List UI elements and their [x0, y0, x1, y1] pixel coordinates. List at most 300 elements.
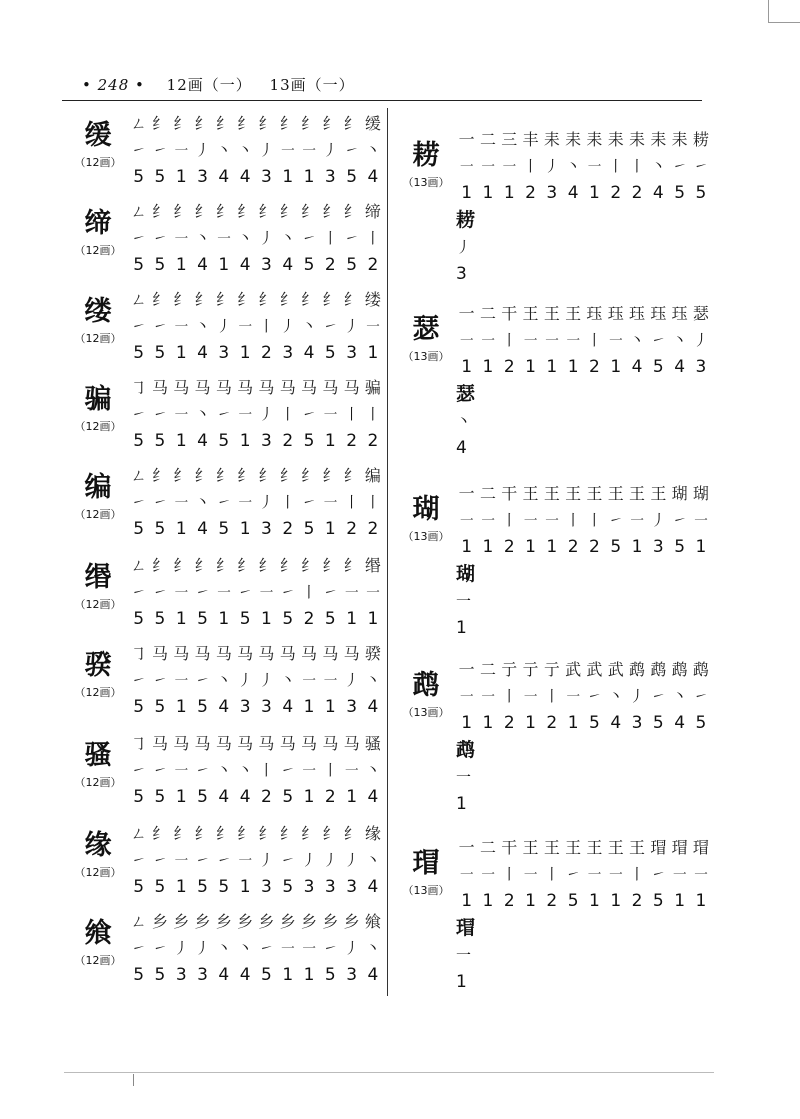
stroke-shape: 丿 — [258, 141, 274, 159]
stroke-count: （12画） — [74, 598, 122, 611]
stroke-number: 2 — [610, 183, 622, 203]
stroke-number: 5 — [303, 431, 315, 451]
stroke-shape: ㇀ — [152, 317, 168, 335]
progression-glyph: 乡 — [215, 912, 232, 931]
stroke-number: 5 — [133, 167, 145, 187]
progression-glyph: 纟 — [322, 114, 339, 133]
stroke-number: 1 — [175, 255, 187, 275]
stroke-shape: ㇐ — [480, 511, 496, 529]
stroke-number: 1 — [324, 431, 336, 451]
stroke-shape: ㇀ — [131, 583, 147, 601]
stroke-shape: ㇀ — [586, 687, 602, 705]
progression-glyph: 马 — [258, 734, 275, 753]
stroke-number: 5 — [282, 877, 294, 897]
header-rule — [62, 100, 702, 101]
progression-glyph-row — [128, 640, 384, 667]
stroke-shape: 丶 — [672, 687, 688, 705]
entry-character: 缓 — [84, 120, 112, 151]
progression-glyph: 纟 — [151, 824, 168, 843]
progression-glyph: 纟 — [215, 290, 232, 309]
stroke-number: 1 — [525, 713, 536, 733]
stroke-shape: ㇀ — [131, 671, 147, 689]
progression-glyph: 耒 — [629, 130, 646, 149]
progression-glyph-row — [128, 730, 384, 757]
stroke-number: 4 — [674, 357, 686, 377]
stroke-number: 3 — [324, 877, 336, 897]
stroke-shape: ㇀ — [344, 229, 360, 247]
stroke-number: 1 — [239, 343, 251, 363]
progression-glyph: 纟 — [194, 466, 211, 485]
progression-glyph: 纟 — [215, 556, 232, 575]
stroke-shape: 丶 — [629, 331, 645, 349]
progression-glyph: 亍 — [522, 660, 539, 679]
stroke-shape-row — [456, 153, 712, 180]
stroke-number: 5 — [218, 431, 230, 451]
progression-glyph: 纟 — [151, 114, 168, 133]
stroke-shape: ㇐ — [173, 851, 189, 869]
entry-head — [70, 120, 126, 170]
stroke-shape: 丶 — [237, 761, 253, 779]
progression-glyph: 二 — [479, 660, 496, 679]
stroke-shape: 丶 — [216, 939, 232, 957]
progression-glyph: ㄥ — [130, 466, 147, 485]
progression-glyph: 亍 — [501, 660, 518, 679]
stroke-number: 2 — [324, 787, 336, 807]
stroke-shape: ㇐ — [280, 939, 296, 957]
progression-glyph: 纟 — [151, 556, 168, 575]
stroke-shape: ㇀ — [152, 141, 168, 159]
stroke-number: 5 — [652, 713, 664, 733]
progression-glyph: 二 — [479, 484, 496, 503]
progression-glyph: 编 — [364, 466, 381, 485]
stroke-shape: 丨 — [544, 687, 560, 705]
progression-glyph: 王 — [650, 484, 667, 503]
stroke-number: 1 — [175, 519, 187, 539]
progression-glyph: 王 — [543, 484, 560, 503]
progression-glyph: 马 — [301, 734, 318, 753]
progression-glyph: 一 — [458, 130, 475, 149]
progression-glyph: 纟 — [194, 824, 211, 843]
stroke-rows — [128, 286, 384, 367]
progression-glyph: 纟 — [343, 114, 360, 133]
entry-head — [398, 494, 454, 544]
progression-glyph: 纟 — [279, 556, 296, 575]
stroke-shape: 丶 — [216, 671, 232, 689]
stroke-number: 1 — [282, 167, 294, 187]
progression-glyph: 马 — [322, 734, 339, 753]
stroke-shape: ㇀ — [280, 583, 296, 601]
progression-glyph: 纟 — [343, 290, 360, 309]
stroke-number: 3 — [695, 357, 707, 377]
progression-glyph: 乡 — [151, 912, 168, 931]
progression-glyph: 纟 — [343, 556, 360, 575]
progression-glyph: 二 — [479, 838, 496, 857]
stroke-count: （12画） — [74, 866, 122, 879]
stroke-shape: 丿 — [629, 687, 645, 705]
progression-glyph: 骚 — [364, 734, 381, 753]
progression-glyph: 骗 — [364, 378, 381, 397]
progression-glyph: 纟 — [343, 824, 360, 843]
stroke-shape: 丨 — [322, 761, 338, 779]
progression-glyph: 马 — [343, 734, 360, 753]
stroke-shape: ㇐ — [544, 511, 560, 529]
stroke-shape: ㇀ — [672, 511, 688, 529]
stroke-shape: ㇐ — [322, 405, 338, 423]
progression-glyph: 纟 — [279, 466, 296, 485]
stroke-shape: ㇀ — [216, 493, 232, 511]
entry-character: 骗 — [84, 384, 112, 415]
stroke-shape: 丶 — [365, 851, 381, 869]
stroke-number: 4 — [367, 877, 379, 897]
stroke-number: 3 — [546, 183, 558, 203]
stroke-number: 3 — [175, 965, 187, 985]
stroke-number: 3 — [303, 877, 315, 897]
progression-glyph: 纟 — [194, 290, 211, 309]
progression-glyph: 马 — [151, 644, 168, 663]
stroke-number: 5 — [133, 609, 145, 629]
stroke-number: 1 — [175, 697, 187, 717]
stroke-shape: 丨 — [258, 761, 274, 779]
stroke-number: 2 — [546, 713, 558, 733]
progression-glyph: 王 — [522, 484, 539, 503]
progression-glyph: 珏 — [650, 304, 667, 323]
stroke-number: 2 — [503, 713, 515, 733]
stroke-shape: 丶 — [195, 405, 211, 423]
stroke-shape: ㇐ — [608, 865, 624, 883]
stroke-count: （13画） — [402, 176, 450, 189]
stroke-number: 1 — [546, 357, 558, 377]
progression-glyph: ㄥ — [130, 824, 147, 843]
stroke-number: 1 — [175, 609, 187, 629]
stroke-number: 3 — [261, 255, 272, 275]
progression-glyph: 马 — [194, 378, 211, 397]
stroke-number-row — [128, 962, 384, 989]
progression-glyph: 王 — [586, 484, 603, 503]
stroke-rows — [456, 834, 712, 996]
stroke-shape: ㇐ — [523, 511, 539, 529]
progression-glyph: 耢 — [692, 130, 709, 149]
progression-glyph: 乡 — [322, 912, 339, 931]
stroke-number: 5 — [239, 609, 251, 629]
section-label: 13画（一） — [269, 76, 355, 94]
progression-glyph: 骙 — [364, 644, 381, 663]
stroke-count: （12画） — [74, 954, 122, 967]
stroke-shape: ㇀ — [131, 493, 147, 511]
stroke-number: 2 — [546, 891, 558, 911]
progression-glyph: 纟 — [322, 466, 339, 485]
stroke-number: 3 — [197, 167, 208, 187]
stroke-shape-row — [128, 935, 384, 962]
stroke-shape: 丿 — [258, 671, 274, 689]
progression-glyph: 二 — [479, 130, 496, 149]
stroke-number: 2 — [525, 183, 536, 203]
stroke-number: 1 — [631, 537, 643, 557]
stroke-shape: 丶 — [216, 141, 232, 159]
stroke-shape: 丶 — [365, 141, 381, 159]
stroke-shape: ㇀ — [650, 687, 666, 705]
progression-glyph-row — [128, 820, 384, 847]
stroke-shape: 丿 — [258, 229, 274, 247]
stroke-rows — [128, 462, 384, 543]
stroke-number: 2 — [346, 519, 358, 539]
stroke-shape: ㇀ — [650, 331, 666, 349]
stroke-number: 2 — [589, 357, 600, 377]
entry-character: 缗 — [84, 562, 112, 593]
progression-glyph: ㄥ — [130, 202, 147, 221]
stroke-shape: ㇐ — [216, 583, 232, 601]
entry-character: 耢 — [412, 140, 440, 171]
progression-glyph: 缘 — [364, 824, 381, 843]
progression-glyph: 纟 — [301, 556, 318, 575]
stroke-number-row — [456, 710, 712, 737]
continuation-char: 耢 — [456, 209, 476, 231]
progression-glyph: 马 — [237, 378, 254, 397]
stroke-shape: 丿 — [237, 671, 253, 689]
stroke-shape: 丶 — [672, 331, 688, 349]
progression-glyph: 马 — [215, 644, 232, 663]
progression-glyph: 武 — [607, 660, 624, 679]
footer-rule — [64, 1072, 714, 1073]
stroke-shape: ㇀ — [131, 405, 147, 423]
stroke-number: 2 — [503, 891, 515, 911]
progression-glyph: 珏 — [607, 304, 624, 323]
stroke-number: 5 — [567, 891, 579, 911]
stroke-number: 3 — [346, 877, 358, 897]
progression-glyph: 马 — [194, 734, 211, 753]
stroke-shape: 丨 — [301, 583, 317, 601]
stroke-shape: 丶 — [237, 939, 253, 957]
progression-glyph: 纟 — [258, 202, 275, 221]
stroke-count: （12画） — [74, 420, 122, 433]
stroke-number: 4 — [218, 787, 230, 807]
progression-glyph: 马 — [173, 734, 190, 753]
progression-glyph: ㄥ — [130, 912, 147, 931]
progression-glyph: 鹉 — [692, 660, 709, 679]
stroke-shape: 丶 — [365, 671, 381, 689]
continuation-stroke: 一 — [456, 946, 472, 964]
stroke-shape: ㇐ — [459, 157, 475, 175]
entry-head — [398, 670, 454, 720]
stroke-count: （13画） — [402, 350, 450, 363]
footer-tick — [133, 1074, 134, 1086]
progression-glyph: 缕 — [364, 290, 381, 309]
stroke-number: 1 — [589, 183, 600, 203]
stroke-shape: 丿 — [650, 511, 666, 529]
stroke-number: 5 — [133, 431, 145, 451]
stroke-shape: 丨 — [501, 687, 517, 705]
progression-glyph: 一 — [458, 838, 475, 857]
stroke-number: 4 — [197, 255, 208, 275]
stroke-number: 2 — [631, 891, 643, 911]
stroke-number: 5 — [133, 965, 145, 985]
progression-glyph: 纟 — [215, 114, 232, 133]
progression-glyph: 干 — [501, 304, 518, 323]
progression-glyph: 王 — [629, 484, 646, 503]
stroke-shape: 丿 — [280, 317, 296, 335]
entry-character: 鹉 — [412, 670, 440, 701]
progression-glyph: 马 — [173, 378, 190, 397]
stroke-shape: ㇐ — [565, 687, 581, 705]
stroke-shape: ㇀ — [131, 851, 147, 869]
stroke-shape: 丶 — [195, 493, 211, 511]
entry-character: 骚 — [84, 740, 112, 771]
stroke-number: 1 — [461, 891, 473, 911]
stroke-number: 3 — [652, 537, 664, 557]
stroke-shape: ㇀ — [131, 141, 147, 159]
stroke-number-row — [128, 694, 384, 721]
stroke-number: 1 — [461, 183, 473, 203]
stroke-shape-row — [456, 861, 712, 888]
continuation-number: 1 — [456, 972, 467, 992]
stroke-shape: ㇐ — [173, 761, 189, 779]
stroke-number: 2 — [631, 183, 643, 203]
stroke-shape: ㇀ — [152, 671, 168, 689]
stroke-number: 5 — [154, 965, 166, 985]
stroke-number: 3 — [218, 343, 230, 363]
stroke-number: 3 — [261, 697, 272, 717]
stroke-shape: ㇀ — [195, 851, 211, 869]
progression-glyph: 王 — [543, 838, 560, 857]
stroke-shape: ㇐ — [301, 939, 317, 957]
stroke-number: 4 — [218, 965, 230, 985]
stroke-number: 1 — [303, 697, 315, 717]
progression-glyph: 纟 — [194, 556, 211, 575]
stroke-shape: ㇐ — [280, 141, 296, 159]
progression-glyph: ㄥ — [130, 556, 147, 575]
stroke-number: 3 — [239, 697, 251, 717]
progression-glyph: 乡 — [343, 912, 360, 931]
stroke-number: 4 — [367, 697, 379, 717]
progression-glyph: 纟 — [173, 202, 190, 221]
progression-glyph: 耒 — [607, 130, 624, 149]
progression-glyph: 纟 — [215, 824, 232, 843]
stroke-shape: ㇐ — [459, 511, 475, 529]
progression-glyph: 纟 — [322, 556, 339, 575]
progression-glyph: 马 — [151, 734, 168, 753]
stroke-shape: ㇐ — [258, 583, 274, 601]
stroke-number: 4 — [303, 343, 315, 363]
stroke-number: 5 — [695, 183, 707, 203]
stroke-number: 1 — [175, 343, 187, 363]
column-divider — [387, 108, 388, 996]
progression-glyph: 瑚 — [692, 484, 709, 503]
progression-glyph: 瑁 — [692, 838, 709, 857]
stroke-number: 1 — [482, 183, 494, 203]
stroke-shape: ㇀ — [131, 761, 147, 779]
continuation-number: 4 — [456, 438, 467, 458]
stroke-number: 1 — [461, 713, 473, 733]
stroke-shape-row — [128, 137, 384, 164]
stroke-number: 1 — [303, 965, 315, 985]
progression-glyph: 王 — [607, 838, 624, 857]
entry-character: 瑟 — [412, 314, 440, 345]
stroke-shape: ㇐ — [173, 141, 189, 159]
stroke-shape: ㇐ — [480, 331, 496, 349]
stroke-shape: ㇀ — [152, 493, 168, 511]
stroke-number: 5 — [282, 609, 294, 629]
stroke-number: 2 — [589, 537, 600, 557]
scan-corner-mark — [768, 0, 769, 22]
progression-glyph: 纟 — [215, 202, 232, 221]
stroke-number: 4 — [197, 519, 208, 539]
progression-glyph: ㇆ — [130, 734, 147, 753]
stroke-shape: ㇐ — [480, 157, 496, 175]
entry-character: 编 — [84, 472, 112, 503]
stroke-shape: ㇐ — [237, 317, 253, 335]
stroke-number: 5 — [218, 877, 230, 897]
stroke-shape: ㇐ — [322, 493, 338, 511]
stroke-shape: 丿 — [344, 671, 360, 689]
progression-glyph: 瑟 — [692, 304, 709, 323]
stroke-shape: ㇀ — [152, 939, 168, 957]
stroke-shape-row — [456, 327, 712, 354]
stroke-number-row — [128, 428, 384, 455]
stroke-number: 3 — [346, 343, 358, 363]
stroke-number-row — [456, 180, 712, 207]
stroke-shape: ㇀ — [216, 405, 232, 423]
continuation-number: 1 — [456, 794, 467, 814]
stroke-count: （13画） — [402, 706, 450, 719]
stroke-shape: ㇐ — [693, 865, 709, 883]
stroke-number: 1 — [567, 713, 579, 733]
stroke-number: 5 — [133, 255, 145, 275]
stroke-shape: 丨 — [365, 405, 381, 423]
progression-glyph-row — [128, 462, 384, 489]
progression-glyph: 纟 — [237, 290, 254, 309]
progression-glyph: 鹉 — [650, 660, 667, 679]
stroke-shape: ㇐ — [672, 865, 688, 883]
progression-glyph: 纟 — [301, 202, 318, 221]
entry-head — [70, 650, 126, 700]
stroke-number: 3 — [282, 343, 294, 363]
progression-glyph: 飨 — [364, 912, 381, 931]
progression-glyph: ㄥ — [130, 114, 147, 133]
stroke-number: 1 — [175, 877, 187, 897]
stroke-number: 4 — [367, 965, 379, 985]
stroke-shape: 丨 — [565, 511, 581, 529]
progression-glyph: 三 — [501, 130, 518, 149]
stroke-shape: ㇀ — [301, 229, 317, 247]
stroke-number: 4 — [239, 255, 251, 275]
progression-glyph-row — [128, 374, 384, 401]
stroke-number: 5 — [324, 609, 336, 629]
stroke-number: 1 — [367, 343, 379, 363]
progression-glyph: 纟 — [173, 556, 190, 575]
stroke-shape: 丨 — [280, 493, 296, 511]
stroke-shape: ㇀ — [152, 405, 168, 423]
stroke-shape: 丨 — [365, 493, 381, 511]
stroke-number: 1 — [589, 891, 600, 911]
stroke-rows — [456, 480, 712, 642]
stroke-number: 5 — [197, 877, 208, 897]
entry-head — [398, 848, 454, 898]
stroke-shape: ㇐ — [586, 157, 602, 175]
stroke-shape: 丨 — [501, 331, 517, 349]
progression-glyph: 马 — [173, 644, 190, 663]
progression-glyph: 纟 — [279, 290, 296, 309]
stroke-rows — [456, 656, 712, 818]
stroke-number-row — [128, 252, 384, 279]
stroke-shape: ㇀ — [301, 405, 317, 423]
stroke-shape: 丨 — [501, 511, 517, 529]
stroke-shape: 丶 — [650, 157, 666, 175]
stroke-number: 1 — [346, 609, 358, 629]
stroke-number-row — [456, 354, 712, 381]
stroke-shape: ㇐ — [322, 671, 338, 689]
stroke-number: 4 — [282, 697, 294, 717]
stroke-shape: 丶 — [565, 157, 581, 175]
stroke-shape: 丶 — [195, 229, 211, 247]
